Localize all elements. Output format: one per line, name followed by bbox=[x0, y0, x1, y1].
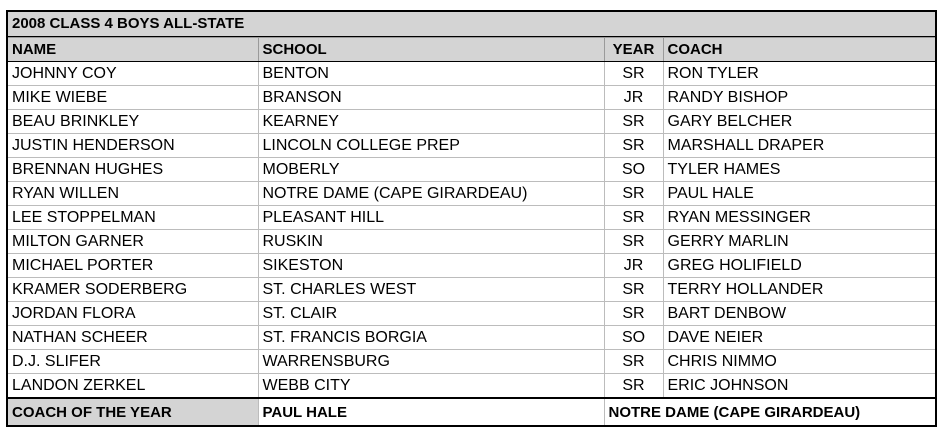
table-row bbox=[8, 206, 935, 230]
cell-school: SIKESTON bbox=[258, 254, 604, 278]
cell-year: SR bbox=[604, 62, 663, 86]
table-row bbox=[8, 182, 935, 206]
table-row bbox=[8, 254, 935, 278]
cell-school: NOTRE DAME (CAPE GIRARDEAU) bbox=[258, 182, 604, 206]
cell-coach: DAVE NEIER bbox=[663, 326, 935, 350]
cell-coach: GARY BELCHER bbox=[663, 110, 935, 134]
cell-name: BRENNAN HUGHES bbox=[8, 158, 258, 182]
cell-school: ST. CHARLES WEST bbox=[258, 278, 604, 302]
cell-year: SR bbox=[604, 230, 663, 254]
cell-name: NATHAN SCHEER bbox=[8, 326, 258, 350]
cell-coach: GERRY MARLIN bbox=[663, 230, 935, 254]
cell-school: ST. FRANCIS BORGIA bbox=[258, 326, 604, 350]
cell-name: BEAU BRINKLEY bbox=[8, 110, 258, 134]
cell-school: PLEASANT HILL bbox=[258, 206, 604, 230]
cell-name: KRAMER SODERBERG bbox=[8, 278, 258, 302]
cell-year: SR bbox=[604, 278, 663, 302]
coach-of-year-label: COACH OF THE YEAR bbox=[8, 398, 258, 425]
cell-year: SR bbox=[604, 350, 663, 374]
cell-year: SR bbox=[604, 182, 663, 206]
coach-of-year-name: PAUL HALE bbox=[258, 398, 604, 425]
cell-year: SR bbox=[604, 206, 663, 230]
cell-school: RUSKIN bbox=[258, 230, 604, 254]
cell-year: SR bbox=[604, 374, 663, 399]
cell-school: BRANSON bbox=[258, 86, 604, 110]
table-title: 2008 CLASS 4 BOYS ALL-STATE bbox=[8, 12, 935, 37]
table-row bbox=[8, 134, 935, 158]
table-row bbox=[8, 374, 935, 399]
table-row bbox=[8, 110, 935, 134]
cell-coach: BART DENBOW bbox=[663, 302, 935, 326]
cell-year: SO bbox=[604, 158, 663, 182]
cell-name: JORDAN FLORA bbox=[8, 302, 258, 326]
table-row bbox=[8, 350, 935, 374]
cell-name: LANDON ZERKEL bbox=[8, 374, 258, 399]
table-row bbox=[8, 302, 935, 326]
table-row bbox=[8, 158, 935, 182]
cell-coach: RANDY BISHOP bbox=[663, 86, 935, 110]
cell-year: SO bbox=[604, 326, 663, 350]
cell-school: LINCOLN COLLEGE PREP bbox=[258, 134, 604, 158]
cell-school: WARRENSBURG bbox=[258, 350, 604, 374]
header-row bbox=[8, 38, 935, 62]
cell-coach: CHRIS NIMMO bbox=[663, 350, 935, 374]
cell-name: MIKE WIEBE bbox=[8, 86, 258, 110]
cell-year: SR bbox=[604, 110, 663, 134]
column-header-coach: COACH bbox=[663, 38, 935, 62]
cell-year: SR bbox=[604, 302, 663, 326]
cell-coach: PAUL HALE bbox=[663, 182, 935, 206]
cell-coach: TERRY HOLLANDER bbox=[663, 278, 935, 302]
column-header-school: SCHOOL bbox=[258, 38, 604, 62]
cell-name: MICHAEL PORTER bbox=[8, 254, 258, 278]
all-state-table bbox=[8, 37, 935, 425]
coach-of-year-row bbox=[8, 398, 935, 425]
cell-school: BENTON bbox=[258, 62, 604, 86]
cell-coach: GREG HOLIFIELD bbox=[663, 254, 935, 278]
coach-of-year-school: NOTRE DAME (CAPE GIRARDEAU) bbox=[604, 398, 935, 425]
cell-name: D.J. SLIFER bbox=[8, 350, 258, 374]
all-state-table-container bbox=[6, 10, 937, 427]
column-header-year: YEAR bbox=[604, 38, 663, 62]
table-row bbox=[8, 278, 935, 302]
cell-name: JOHNNY COY bbox=[8, 62, 258, 86]
cell-year: SR bbox=[604, 134, 663, 158]
cell-coach: MARSHALL DRAPER bbox=[663, 134, 935, 158]
cell-coach: RYAN MESSINGER bbox=[663, 206, 935, 230]
cell-name: MILTON GARNER bbox=[8, 230, 258, 254]
cell-school: WEBB CITY bbox=[258, 374, 604, 399]
cell-school: MOBERLY bbox=[258, 158, 604, 182]
cell-name: RYAN WILLEN bbox=[8, 182, 258, 206]
cell-year: JR bbox=[604, 86, 663, 110]
cell-name: JUSTIN HENDERSON bbox=[8, 134, 258, 158]
cell-school: KEARNEY bbox=[258, 110, 604, 134]
column-header-name: NAME bbox=[8, 38, 258, 62]
cell-name: LEE STOPPELMAN bbox=[8, 206, 258, 230]
cell-coach: ERIC JOHNSON bbox=[663, 374, 935, 399]
table-row bbox=[8, 62, 935, 86]
table-row bbox=[8, 326, 935, 350]
table-row bbox=[8, 230, 935, 254]
table-body bbox=[8, 62, 935, 399]
cell-coach: RON TYLER bbox=[663, 62, 935, 86]
cell-coach: TYLER HAMES bbox=[663, 158, 935, 182]
cell-year: JR bbox=[604, 254, 663, 278]
cell-school: ST. CLAIR bbox=[258, 302, 604, 326]
table-row bbox=[8, 86, 935, 110]
